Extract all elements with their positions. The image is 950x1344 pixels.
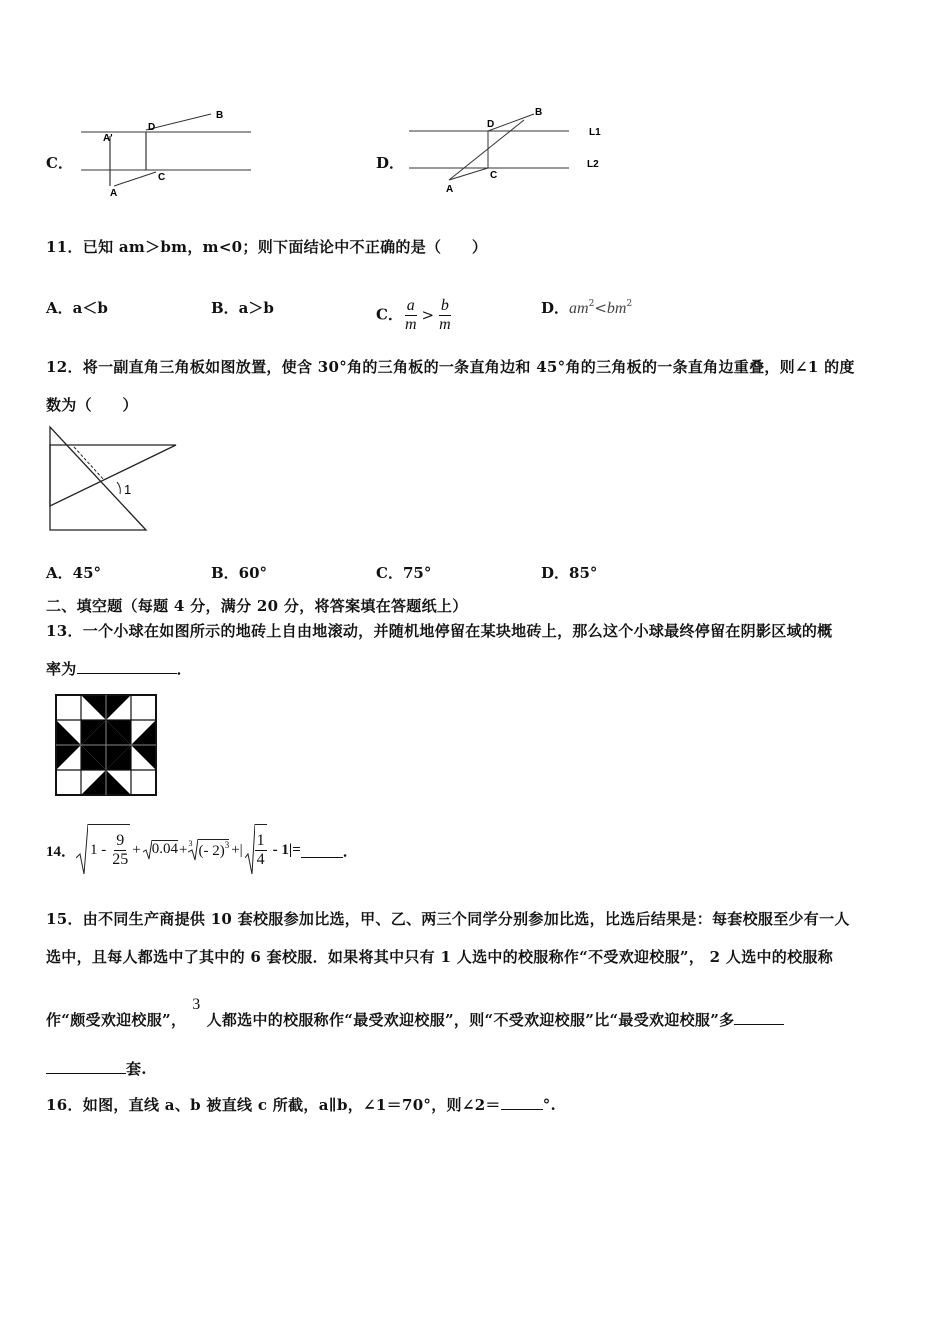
q15-line4 xyxy=(46,1058,147,1079)
expr-left: am xyxy=(569,300,589,317)
expr-tail: - 1|= xyxy=(272,841,301,858)
q13-stem-line1: 13．一个小球在如图所示的地砖上自由地滚动，并随机地停留在某块地砖上，那么这个小球最终停留在阴影区域的概 xyxy=(46,622,833,640)
q12-stem-line2: 数为（ ） xyxy=(46,396,138,414)
sqrt-outer xyxy=(76,824,130,876)
stem-part: 人都选中的校服称作“最受欢迎校服”，则“不受欢迎校服”比“最受欢迎校服”多 xyxy=(206,1011,735,1029)
answer-blank[interactable] xyxy=(501,1095,543,1110)
numerator: 1 xyxy=(256,832,265,849)
q12-stem-line1: 12．将一副直角三角板如图放置，使含 30°角的三角板的一条直角边和 45°角的三角板的一条直角边重叠，则∠1 的度 xyxy=(46,358,855,376)
q13-tile-grid xyxy=(52,692,164,808)
q11-option-d xyxy=(541,297,632,318)
exponent: 2 xyxy=(626,299,633,309)
q11-stem: 11．已知 am＞bm，m<0；则下面结论中不正确的是（ ） xyxy=(46,238,488,256)
root-index: 3 xyxy=(188,839,193,848)
radical-sign-icon xyxy=(76,824,88,876)
expr-text: 1 - xyxy=(90,842,107,858)
stem-prefix: 率为 xyxy=(46,660,77,678)
denominator: m xyxy=(439,316,451,333)
numerator: b xyxy=(440,297,449,314)
q16-stem xyxy=(46,1094,556,1115)
radical-sign-icon xyxy=(143,840,152,860)
stem-text: 16．如图，直线 a、b 被直线 c 所截，a∥b，∠1＝70°，则∠2＝ xyxy=(46,1096,501,1114)
label-d: D xyxy=(148,122,156,133)
fraction-9-over-25 xyxy=(110,832,130,869)
label-l2: L2 xyxy=(587,159,599,170)
question-number: 14． xyxy=(46,843,77,860)
denominator: 25 xyxy=(112,851,129,868)
expr-right: bm xyxy=(606,300,627,317)
label-a: A xyxy=(446,184,454,195)
label-b: B xyxy=(535,107,543,118)
sqrt-0-04 xyxy=(143,840,178,860)
fraction-1-over-4 xyxy=(255,832,267,869)
q12-triangle-figure xyxy=(44,424,184,536)
denominator: m xyxy=(404,316,417,333)
answer-blank[interactable] xyxy=(301,843,343,858)
label-c: C xyxy=(490,170,498,181)
radical-sign-icon xyxy=(245,824,255,876)
q10-figure-d xyxy=(404,100,614,200)
q15-line3 xyxy=(46,995,784,1035)
q10-figure-c xyxy=(76,100,266,200)
q11-option-a: A．a＜b xyxy=(46,299,108,317)
q10-option-d: D． xyxy=(376,154,405,172)
stem-part: 作“颇受欢迎校服”， xyxy=(46,1011,187,1029)
q10-option-c: C． xyxy=(46,154,73,172)
q12-option-b: B．60° xyxy=(211,564,268,582)
answer-blank-part2[interactable] xyxy=(46,1059,126,1074)
option-prefix: D． xyxy=(541,299,570,317)
exponent: 3 xyxy=(224,840,230,850)
denominator: 4 xyxy=(256,851,265,868)
exponent: 2 xyxy=(588,299,595,309)
label-a-prime: A' xyxy=(103,133,113,144)
fraction-a-over-m xyxy=(403,297,419,334)
operator: < xyxy=(594,299,607,317)
cube-root xyxy=(188,839,229,861)
section-2-heading: 二、填空题（每题 4 分，满分 20 分，将答案填在答题纸上） xyxy=(46,597,468,615)
stem-suffix: 套. xyxy=(126,1060,147,1078)
answer-blank[interactable] xyxy=(77,659,177,674)
q12-option-a: A．45° xyxy=(46,564,102,582)
plus-sign: + xyxy=(178,841,188,858)
operator: > xyxy=(421,305,435,324)
q14-expression xyxy=(46,822,358,878)
option-prefix: C． xyxy=(376,305,403,324)
label-l1: L1 xyxy=(589,127,601,138)
number-three: 3 xyxy=(192,996,201,1013)
plus-abs: +| xyxy=(231,841,243,858)
q13-stem-line2 xyxy=(46,658,192,679)
q11-option-c xyxy=(376,297,453,334)
angle-label: 1 xyxy=(124,482,132,497)
label-a: A xyxy=(110,188,118,199)
stem-suffix: ． xyxy=(176,660,192,678)
radicand: (- 2) xyxy=(198,843,225,859)
fraction-b-over-m xyxy=(437,297,453,334)
q12-option-d: D．85° xyxy=(541,564,598,582)
label-d: D xyxy=(487,119,495,130)
radicand: 0.04 xyxy=(152,840,178,860)
numerator: 9 xyxy=(116,832,125,849)
plus-sign: + xyxy=(132,841,141,858)
stem-end: °. xyxy=(542,1096,557,1114)
label-c: C xyxy=(158,172,166,183)
label-b: B xyxy=(216,110,224,121)
q11-option-b: B．a＞b xyxy=(211,299,274,317)
period: ． xyxy=(342,843,358,860)
q15-line2: 选中，且每人都选中了其中的 6 套校服．如果将其中只有 1 人选中的校服称作“不受欢迎校服”， 2 人选中的校服称 xyxy=(46,948,834,966)
sqrt-1-over-4 xyxy=(245,824,267,876)
q15-line1: 15．由不同生产商提供 10 套校服参加比选，甲、乙、两三个同学分别参加比选，比选后结果是：每套校服至少有一人 xyxy=(46,910,850,928)
answer-blank-part1[interactable] xyxy=(734,1010,784,1025)
q12-option-c: C．75° xyxy=(376,564,432,582)
numerator: a xyxy=(406,297,415,314)
